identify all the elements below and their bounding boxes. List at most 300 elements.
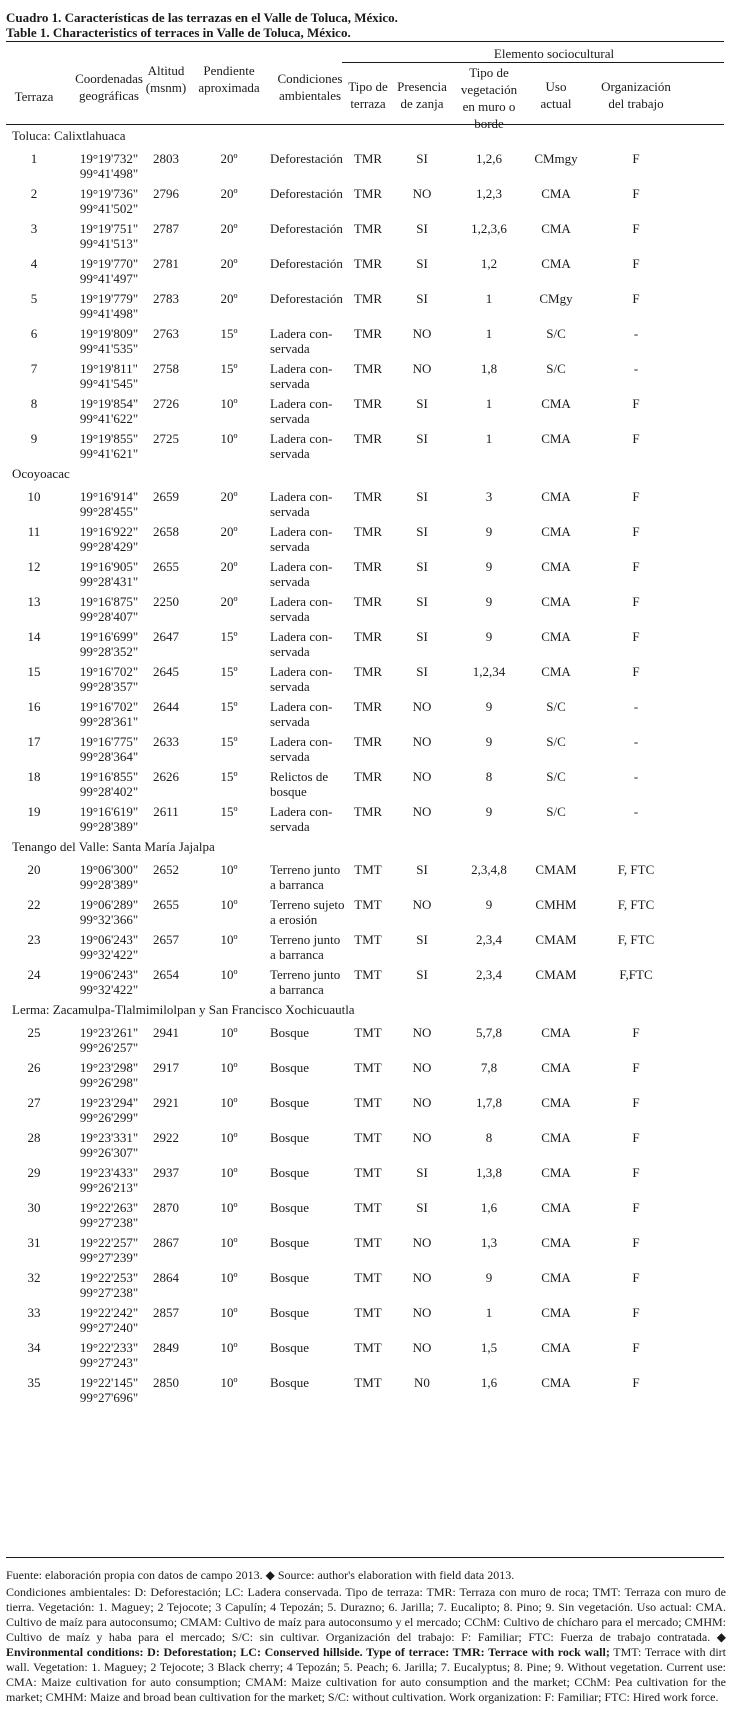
cell-coordenadas (64, 769, 154, 799)
cell-condiciones-line: Bosque (270, 1165, 309, 1180)
cell-longitude: 99°28'429" (79, 539, 139, 554)
cell-longitude: 99°41'498" (79, 166, 139, 181)
cell-condiciones-line: Ladera con- (270, 734, 333, 749)
cell-coordenadas (64, 594, 154, 624)
cell-uso: CMA (541, 1095, 571, 1110)
cell-latitude: 19°22'263" (79, 1200, 139, 1215)
cell-condiciones-line: Bosque (270, 1340, 309, 1355)
cell-coordenadas (64, 1025, 154, 1055)
cell-tipo-terraza: TMT (354, 1340, 382, 1355)
cell-zanja: SI (416, 151, 428, 166)
cell-vegetacion: 8 (485, 769, 493, 784)
cell-tipo-terraza: TMR (353, 396, 383, 411)
cell-zanja: SI (416, 524, 428, 539)
cell-condiciones-line: Bosque (270, 1375, 309, 1390)
cell-pendiente: 10º (220, 862, 238, 877)
cell-longitude: 99°28'402" (79, 784, 139, 799)
cell-coordenadas (64, 1130, 154, 1160)
cell-condiciones-line: a erosión (270, 912, 318, 927)
cell-altitud: 2655 (153, 897, 179, 912)
cell-latitude: 19°06'300" (79, 862, 139, 877)
cell-uso: S/C (546, 361, 566, 376)
header-zanja-line: Presencia (397, 79, 447, 94)
cell-zanja: N0 (414, 1375, 430, 1390)
cell-vegetacion: 1 (485, 396, 493, 411)
cell-condiciones-line: Ladera con- (270, 396, 333, 411)
cell-coordenadas (64, 396, 154, 426)
cell-organizacion: F (632, 151, 640, 166)
cell-pendiente: 10º (220, 1375, 238, 1390)
top-rule (6, 41, 724, 42)
cell-pendiente: 10º (220, 967, 238, 982)
cell-zanja: NO (412, 699, 432, 714)
cell-coordenadas (64, 524, 154, 554)
cell-vegetacion: 5,7,8 (476, 1025, 502, 1040)
cell-terraza: 29 (27, 1165, 41, 1180)
cell-condiciones-line: servada (270, 446, 310, 461)
cell-longitude: 99°41'621" (79, 446, 139, 461)
cell-longitude: 99°28'407" (79, 609, 139, 624)
cell-pendiente: 20º (220, 524, 238, 539)
cell-pendiente: 10º (220, 1060, 238, 1075)
cell-altitud: 2645 (153, 664, 179, 679)
cell-coordenadas (64, 1375, 154, 1405)
cell-pendiente: 15º (220, 326, 238, 341)
table-row (0, 556, 737, 594)
cell-pendiente: 15º (220, 629, 238, 644)
table-row (0, 929, 737, 967)
cell-organizacion: F (632, 1270, 640, 1285)
cell-tipo-terraza: TMR (353, 361, 383, 376)
cell-terraza: 33 (27, 1305, 41, 1320)
header-vegetacion (456, 64, 522, 132)
cell-vegetacion: 1 (485, 326, 493, 341)
cell-vegetacion: 9 (485, 559, 493, 574)
cell-terraza: 5 (30, 291, 38, 306)
cell-longitude: 99°41'497" (79, 271, 139, 286)
cell-altitud: 2867 (153, 1235, 179, 1250)
cell-vegetacion: 9 (485, 699, 493, 714)
cell-coordenadas (64, 1165, 154, 1195)
header-zanja (394, 78, 450, 112)
header-vegetacion-line: vegetación (460, 82, 518, 97)
cell-tipo-terraza: TMT (354, 1095, 382, 1110)
cell-latitude: 19°16'702" (79, 699, 139, 714)
cell-terraza: 32 (27, 1270, 41, 1285)
cell-zanja: NO (412, 1025, 432, 1040)
cell-uso: CMA (541, 396, 571, 411)
cell-altitud: 2626 (153, 769, 179, 784)
cell-condiciones-line: servada (270, 539, 310, 554)
cell-coordenadas (64, 221, 154, 251)
table-row (0, 288, 737, 326)
cell-organizacion: F,FTC (619, 967, 653, 982)
cell-pendiente: 10º (220, 1025, 238, 1040)
cell-latitude: 19°16'914" (79, 489, 139, 504)
cell-vegetacion: 9 (485, 594, 493, 609)
cell-terraza: 17 (27, 734, 41, 749)
cell-condiciones-line: servada (270, 644, 310, 659)
cell-vegetacion: 1,6 (480, 1200, 498, 1215)
cell-coordenadas (64, 967, 154, 997)
cell-altitud: 2657 (153, 932, 179, 947)
cell-terraza: 2 (30, 186, 38, 201)
cell-pendiente: 10º (220, 1165, 238, 1180)
cell-condiciones-line: Ladera con- (270, 361, 333, 376)
cell-tipo-terraza: TMT (354, 862, 382, 877)
cell-tipo-terraza: TMT (354, 1270, 382, 1285)
header-coordenadas (64, 70, 154, 104)
cell-uso: CMAM (535, 932, 577, 947)
cell-uso: CMHM (535, 897, 577, 912)
table-row (0, 964, 737, 1002)
cell-zanja: SI (416, 396, 428, 411)
cell-condiciones-line: bosque (270, 784, 307, 799)
cell-coordenadas (64, 1270, 154, 1300)
cell-tipo-terraza: TMT (354, 1235, 382, 1250)
cell-organizacion: F, FTC (617, 932, 655, 947)
cell-condiciones-line: Bosque (270, 1200, 309, 1215)
header-condiciones-line: Condiciones (277, 71, 343, 86)
table-caption (6, 10, 398, 40)
cell-altitud: 2857 (153, 1305, 179, 1320)
cell-coordenadas (64, 932, 154, 962)
cell-vegetacion: 9 (485, 897, 493, 912)
cell-altitud: 2655 (153, 559, 179, 574)
cell-condiciones-line: Deforestación (270, 221, 343, 236)
table-row (0, 183, 737, 221)
cell-pendiente: 20º (220, 151, 238, 166)
cell-condiciones-line: Bosque (270, 1060, 309, 1075)
group-label: Lerma: Zacamulpa-Tlalmimilolpan y San Francisco Xochicuautla (12, 1002, 355, 1017)
group-rule (342, 62, 724, 63)
cell-zanja: SI (416, 594, 428, 609)
table-footnote (6, 1568, 726, 1707)
cell-longitude: 99°27'243" (79, 1355, 139, 1370)
cell-tipo-terraza: TMR (353, 734, 383, 749)
cell-vegetacion: 9 (485, 734, 493, 749)
cell-vegetacion: 1,3 (480, 1235, 498, 1250)
table-row (0, 1337, 737, 1375)
cell-uso: CMmgy (534, 151, 578, 166)
cell-latitude: 19°16'699" (79, 629, 139, 644)
cell-terraza: 34 (27, 1340, 41, 1355)
cell-coordenadas (64, 664, 154, 694)
header-organizacion-line: del trabajo (608, 96, 664, 111)
cell-longitude: 99°27'238" (79, 1285, 139, 1300)
cell-uso: S/C (546, 769, 566, 784)
cell-terraza: 23 (27, 932, 41, 947)
cell-uso: CMA (541, 256, 571, 271)
cell-coordenadas (64, 186, 154, 216)
cell-terraza: 11 (27, 524, 41, 539)
cell-uso: CMA (541, 431, 571, 446)
header-tipo-terraza (346, 78, 390, 112)
cell-condiciones-line: Bosque (270, 1305, 309, 1320)
cell-organizacion: F (632, 524, 640, 539)
cell-longitude: 99°32'422" (79, 982, 139, 997)
header-coordenadas-line: geográficas (79, 88, 139, 103)
cell-tipo-terraza: TMR (353, 664, 383, 679)
cell-altitud: 2781 (153, 256, 179, 271)
cell-organizacion: F (632, 396, 640, 411)
cell-zanja: SI (416, 489, 428, 504)
cell-pendiente: 10º (220, 1095, 238, 1110)
cell-tipo-terraza: TMT (354, 967, 382, 982)
header-altitud (144, 62, 188, 96)
cell-organizacion: F (632, 1095, 640, 1110)
cell-latitude: 19°22'242" (79, 1305, 139, 1320)
cell-longitude: 99°26'257" (79, 1040, 139, 1055)
cell-pendiente: 10º (220, 932, 238, 947)
cell-terraza: 30 (27, 1200, 41, 1215)
cell-altitud: 2870 (153, 1200, 179, 1215)
cell-tipo-terraza: TMR (353, 594, 383, 609)
cell-pendiente: 10º (220, 1130, 238, 1145)
cell-uso: CMAM (535, 862, 577, 877)
cell-vegetacion: 1,2 (480, 256, 498, 271)
table-row (0, 626, 737, 664)
cell-tipo-terraza: TMT (354, 1060, 382, 1075)
cell-pendiente: 15º (220, 361, 238, 376)
cell-uso: CMA (541, 221, 571, 236)
cell-latitude: 19°16'702" (79, 664, 139, 679)
cell-vegetacion: 8 (485, 1130, 493, 1145)
cell-coordenadas (64, 629, 154, 659)
cell-altitud: 2611 (153, 804, 179, 819)
cell-longitude: 99°32'366" (79, 912, 139, 927)
header-group-label: Elemento sociocultural (493, 46, 615, 61)
header-organizacion-line: Organización (601, 79, 671, 94)
cell-organizacion: F, FTC (617, 862, 655, 877)
cell-longitude: 99°41'498" (79, 306, 139, 321)
cell-altitud: 2633 (153, 734, 179, 749)
table-row (0, 1302, 737, 1340)
cell-condiciones-line: Ladera con- (270, 559, 333, 574)
cell-longitude: 99°41'622" (79, 411, 139, 426)
cell-latitude: 19°19'854" (79, 396, 139, 411)
cell-uso: CMA (541, 1130, 571, 1145)
cell-condiciones-line: Bosque (270, 1025, 309, 1040)
cell-latitude: 19°22'233" (79, 1340, 139, 1355)
cell-altitud: 2644 (153, 699, 179, 714)
cell-zanja: NO (412, 361, 432, 376)
cell-condiciones-line: Deforestación (270, 151, 343, 166)
cell-coordenadas (64, 291, 154, 321)
table-row (0, 591, 737, 629)
cell-uso: CMA (541, 559, 571, 574)
cell-organizacion: F (632, 1025, 640, 1040)
cell-latitude: 19°23'298" (79, 1060, 139, 1075)
cell-altitud: 2803 (153, 151, 179, 166)
cell-condiciones-line: Terreno junto (270, 967, 341, 982)
cell-condiciones-line: Bosque (270, 1095, 309, 1110)
cell-vegetacion: 2,3,4 (476, 932, 502, 947)
cell-condiciones-line: Ladera con- (270, 431, 333, 446)
cell-tipo-terraza: TMT (354, 1130, 382, 1145)
cell-condiciones-line: servada (270, 411, 310, 426)
cell-coordenadas (64, 734, 154, 764)
cell-zanja: SI (416, 932, 428, 947)
group-label: Toluca: Calixtlahuaca (12, 128, 126, 143)
cell-altitud: 2659 (153, 489, 179, 504)
footnote-definitions-en-bold: ◆ Environmental conditions: D: Deforestation; LC: Conserved hillside. Type of terrace: TMR: Terrace with rock wall; (6, 1630, 727, 1659)
table-row (0, 218, 737, 256)
cell-longitude: 99°28'389" (79, 877, 139, 892)
cell-pendiente: 20º (220, 594, 238, 609)
table-row (0, 428, 737, 466)
cell-tipo-terraza: TMR (353, 524, 383, 539)
header-uso-line: Uso (545, 79, 567, 94)
cell-latitude: 19°06'289" (79, 897, 139, 912)
caption-es: Cuadro 1. Características de las terrazas en el Valle de Toluca, México. (6, 10, 398, 25)
group-label: Tenango del Valle: Santa María Jajalpa (12, 839, 215, 854)
cell-latitude: 19°23'331" (79, 1130, 139, 1145)
cell-terraza: 19 (27, 804, 41, 819)
cell-pendiente: 10º (220, 396, 238, 411)
cell-uso: CMgy (539, 291, 573, 306)
cell-altitud: 2937 (153, 1165, 179, 1180)
cell-zanja: NO (412, 1235, 432, 1250)
cell-tipo-terraza: TMR (353, 256, 383, 271)
cell-tipo-terraza: TMT (354, 932, 382, 947)
cell-condiciones-line: servada (270, 574, 310, 589)
cell-pendiente: 10º (220, 431, 238, 446)
cell-condiciones-line: Relictos de (270, 769, 329, 784)
cell-zanja: NO (412, 734, 432, 749)
cell-condiciones-line: Ladera con- (270, 489, 333, 504)
cell-pendiente: 10º (220, 1235, 238, 1250)
cell-organizacion: F (632, 664, 640, 679)
cell-longitude: 99°27'696" (79, 1390, 139, 1405)
cell-terraza: 12 (27, 559, 41, 574)
cell-latitude: 19°16'875" (79, 594, 139, 609)
cell-terraza: 8 (30, 396, 38, 411)
cell-terraza: 18 (27, 769, 41, 784)
cell-longitude: 99°41'502" (79, 201, 139, 216)
cell-zanja: SI (416, 967, 428, 982)
cell-latitude: 19°19'811" (80, 361, 138, 376)
cell-tipo-terraza: TMT (354, 897, 382, 912)
cell-latitude: 19°16'905" (79, 559, 139, 574)
cell-zanja: SI (416, 664, 428, 679)
cell-vegetacion: 1,7,8 (476, 1095, 502, 1110)
cell-condiciones-line: Ladera con- (270, 524, 333, 539)
header-vegetacion-line: Tipo de (469, 65, 509, 80)
cell-uso: CMA (541, 664, 571, 679)
table-row (0, 1127, 737, 1165)
cell-condiciones-line: servada (270, 376, 310, 391)
cell-uso: CMA (541, 1060, 571, 1075)
cell-vegetacion: 1,2,6 (476, 151, 502, 166)
cell-organizacion: F (632, 629, 640, 644)
header-uso (528, 78, 584, 112)
cell-organizacion: F (632, 186, 640, 201)
header-pendiente-line: Pendiente (203, 63, 255, 78)
cell-condiciones-line: Terreno junto (270, 932, 341, 947)
header-vegetacion-line: en muro o (462, 99, 516, 114)
cell-condiciones-line: Deforestación (270, 291, 343, 306)
cell-latitude: 19°23'433" (79, 1165, 139, 1180)
cell-tipo-terraza: TMR (353, 804, 383, 819)
cell-pendiente: 20º (220, 559, 238, 574)
cell-latitude: 19°16'775" (79, 734, 139, 749)
cell-condiciones-line: servada (270, 819, 310, 834)
cell-pendiente: 10º (220, 897, 238, 912)
table-row (0, 1022, 737, 1060)
cell-coordenadas (64, 326, 154, 356)
cell-coordenadas (64, 1200, 154, 1230)
cell-terraza: 20 (27, 862, 41, 877)
cell-longitude: 99°28'455" (79, 504, 139, 519)
cell-terraza: 24 (27, 967, 41, 982)
cell-zanja: SI (416, 559, 428, 574)
cell-tipo-terraza: TMR (353, 629, 383, 644)
cell-uso: CMA (541, 1270, 571, 1285)
cell-latitude: 19°19'751" (79, 221, 139, 236)
table-row (0, 486, 737, 524)
cell-altitud: 2654 (153, 967, 179, 982)
table-row (0, 696, 737, 734)
cell-uso: CMA (541, 524, 571, 539)
cell-tipo-terraza: TMT (354, 1200, 382, 1215)
cell-uso: CMAM (535, 967, 577, 982)
cell-vegetacion: 9 (485, 629, 493, 644)
cell-pendiente: 15º (220, 699, 238, 714)
cell-condiciones-line: Deforestación (270, 256, 343, 271)
cell-altitud: 2849 (153, 1340, 179, 1355)
group-label: Ocoyoacac (12, 466, 70, 481)
cell-longitude: 99°41'545" (79, 376, 139, 391)
cell-zanja: SI (416, 221, 428, 236)
cell-tipo-terraza: TMR (353, 769, 383, 784)
cell-organizacion: - (633, 734, 639, 749)
cell-latitude: 19°16'922" (79, 524, 139, 539)
cell-pendiente: 10º (220, 1340, 238, 1355)
header-altitud-line: (msnm) (145, 80, 187, 95)
cell-longitude: 99°26'307" (79, 1145, 139, 1160)
cell-coordenadas (64, 699, 154, 729)
cell-vegetacion: 2,3,4,8 (471, 862, 507, 877)
cell-condiciones-line: servada (270, 714, 310, 729)
header-zanja-line: de zanja (400, 96, 444, 111)
cell-altitud: 2725 (153, 431, 179, 446)
cell-longitude: 99°28'352" (79, 644, 139, 659)
table-row (0, 731, 737, 769)
cell-altitud: 2787 (153, 221, 179, 236)
cell-condiciones-line: Ladera con- (270, 629, 333, 644)
cell-vegetacion: 1,3,8 (476, 1165, 502, 1180)
cell-condiciones-line: Deforestación (270, 186, 343, 201)
cell-vegetacion: 1,8 (480, 361, 498, 376)
cell-condiciones-line: Bosque (270, 1235, 309, 1250)
cell-tipo-terraza: TMT (354, 1375, 382, 1390)
cell-terraza: 10 (27, 489, 41, 504)
cell-tipo-terraza: TMT (354, 1025, 382, 1040)
table-row (0, 393, 737, 431)
cell-terraza: 31 (27, 1235, 41, 1250)
table-row (0, 148, 737, 186)
cell-uso: CMA (541, 1200, 571, 1215)
cell-organizacion: F (632, 1060, 640, 1075)
cell-terraza: 27 (27, 1095, 41, 1110)
cell-latitude: 19°19'732" (79, 151, 139, 166)
cell-terraza: 35 (27, 1375, 41, 1390)
cell-vegetacion: 1 (485, 431, 493, 446)
cell-vegetacion: 9 (485, 524, 493, 539)
cell-uso: S/C (546, 804, 566, 819)
cell-latitude: 19°22'253" (79, 1270, 139, 1285)
